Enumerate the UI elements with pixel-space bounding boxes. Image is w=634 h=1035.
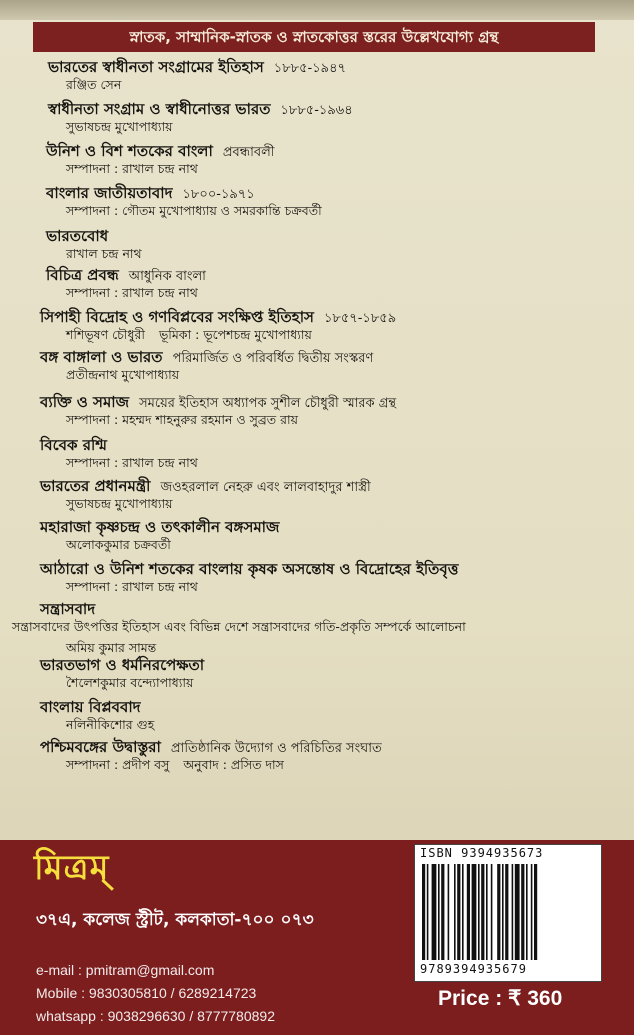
barcode-bar (462, 864, 464, 960)
book-title-note: ১৮৮৫-১৯৬৪ (280, 103, 353, 118)
book-author (66, 119, 172, 139)
cover-top-edge (0, 0, 634, 20)
book-title-text: বঙ্গ বাঙ্গালা ও ভারত (40, 348, 163, 366)
book-author-text: সম্পাদনা : রাখাল চন্দ্র নাথ (66, 161, 198, 176)
book-author (12, 619, 466, 639)
book-title-text: বাংলার জাতীয়তাবাদ (46, 184, 173, 202)
book-author (66, 757, 284, 777)
book-author-text: শৈলেশকুমার বন্দ্যোপাধ্যায় (66, 675, 194, 690)
barcode-bar (454, 864, 456, 960)
book-title-note: আধুনিক বাংলা (128, 269, 206, 284)
book-author (66, 285, 198, 305)
book-title-note: প্রবন্ধাবলী (222, 145, 275, 160)
book-author (66, 496, 172, 516)
book-title-note: প্রাতিষ্ঠানিক উদ্যোগ ও পরিচিতির সংঘাত (170, 741, 382, 756)
barcode-icon (420, 864, 594, 960)
price-tag: Price : ₹ 360 (438, 987, 563, 1010)
book-author (66, 203, 322, 223)
barcode-bar (526, 864, 528, 960)
book-title-text: সিপাহী বিদ্রোহ ও গণবিপ্লবের সংক্ষিপ্ত ইতিহাস (40, 308, 314, 326)
book-title-text: ভারতভাগ ও ধর্মনিরপেক্ষতা (40, 656, 205, 674)
book-author (66, 161, 198, 181)
barcode-bar (457, 864, 460, 960)
book-title-text: উনিশ ও বিশ শতকের বাংলা (46, 142, 213, 160)
contact-whatsapp: whatsapp : 9038296630 / 8777780892 (36, 1008, 275, 1024)
book-title-text: আঠারো ও উনিশ শতকের বাংলায় কৃষক অসন্তোষ ও বিদ্রোহের ইতিবৃত্ত (40, 560, 459, 578)
book-author (66, 77, 121, 97)
barcode-bar (478, 864, 480, 960)
isbn-text: ISBN 9394935673 (420, 846, 544, 860)
book-author (66, 246, 142, 266)
book-author (66, 412, 298, 432)
book-title-text: ভারতের স্বাধীনতা সংগ্রামের ইতিহাস (48, 58, 264, 76)
book-title-text: স্বাধীনতা সংগ্রাম ও স্বাধীনোত্তর ভারত (48, 100, 271, 118)
book-author (66, 537, 171, 557)
book-title-note: ১৮৫৭-১৮৫৯ (323, 311, 397, 326)
book-title-text: ভারতবোধ (46, 227, 109, 245)
barcode-bar (438, 864, 440, 960)
barcode-bar (521, 864, 524, 960)
book-author-text: সম্পাদনা : প্রদীপ বসু (66, 757, 170, 772)
barcode-bar (432, 864, 437, 960)
publisher-name: মিত্রম্ (34, 848, 110, 888)
book-title-text: বাংলায় বিপ্লববাদ (40, 698, 141, 716)
barcode-bar (497, 864, 500, 960)
series-banner: স্নাতক, সাম্মানিক-স্নাতক ও স্নাতকোত্তর স্তরের উল্লেখযোগ্য গ্রন্থ (33, 22, 595, 52)
book-title-note: জওহরলাল নেহরু এবং লালবাহাদুর শাস্ত্রী (160, 480, 371, 495)
book-author-text: অলোককুমার চক্রবর্তী (66, 537, 171, 552)
book-title-note: ১৮৮৫-১৯৪৭ (273, 61, 346, 76)
book-title-text: ভারতের প্রধানমন্ত্রী (40, 477, 151, 495)
book-title-text: পশ্চিমবঙ্গের উদ্বাস্তুরা (40, 738, 161, 756)
book-author (66, 579, 198, 599)
book-title-text: বিবেক রশ্মি (40, 436, 107, 454)
book-author (66, 675, 193, 695)
barcode-bar (512, 864, 514, 960)
book-title-note: পরিমার্জিত ও পরিবর্ধিত দ্বিতীয় সংস্করণ (172, 351, 374, 366)
book-author-text: সুভাষচন্দ্র মুখোপাধ্যায় (66, 496, 173, 511)
book-list (0, 56, 634, 836)
book-title-text: ব্যক্তি ও সমাজ (40, 393, 130, 411)
book-title-note: সময়ের ইতিহাস অধ্যাপক সুশীল চৌধুরী স্মারক গ্রন্থ (139, 396, 397, 411)
book-author-text: রাখাল চন্দ্র নাথ (66, 246, 142, 261)
book-author-text: রঞ্জিত সেন (66, 77, 122, 92)
barcode-bar (481, 864, 484, 960)
book-title-note: ১৮০০-১৯৭১ (182, 187, 255, 202)
book-author-text: সন্ত্রাসবাদের উৎপত্তির ইতিহাস এবং বিভিন্ন দেশে সন্ত্রাসবাদের গতি-প্রকৃতি সম্পর্কে আলোচনা (12, 619, 466, 634)
book-note: ভূমিকা : ভূপেশচন্দ্র মুখোপাধ্যায় (158, 327, 312, 342)
barcode-bar (427, 864, 429, 960)
book-author (66, 717, 154, 737)
book-author-text: নলিনীকিশোর গুহ (66, 717, 155, 732)
book-author-text: সম্পাদনা : রাখাল চন্দ্র নাথ (66, 579, 198, 594)
barcode-bar (505, 864, 508, 960)
barcode-bar (422, 864, 425, 960)
book-author-text: সম্পাদনা : গৌতম মুখোপাধ্যায় ও সমরকান্তি চক্রবর্তী (66, 203, 322, 218)
book-author (66, 455, 198, 475)
barcode-bar (534, 864, 537, 960)
book-author-text: সুভাষচন্দ্র মুখোপাধ্যায় (66, 119, 173, 134)
book-author (66, 327, 312, 347)
book-author-text: সম্পাদনা : রাখাল চন্দ্র নাথ (66, 285, 198, 300)
barcode-bar (486, 864, 488, 960)
barcode-bar (502, 864, 504, 960)
book-title-text: সন্ত্রাসবাদ (40, 600, 96, 618)
barcode-number: 9789394935679 (420, 962, 527, 976)
book-author-text: শশিভূষণ চৌধুরী (66, 327, 145, 342)
barcode-bar (441, 864, 444, 960)
publisher-address: ৩৭এ, কলেজ স্ট্রীট, কলকাতা-৭০০ ০৭৩ (36, 910, 314, 930)
barcode-bar (467, 864, 470, 960)
book-title-text: বিচিত্র প্রবন্ধ (46, 266, 119, 284)
book-author: অমিয় কুমার সামন্ত (66, 640, 157, 655)
barcode-bar (491, 864, 493, 960)
contact-email: e-mail : pmitram@gmail.com (36, 962, 215, 978)
barcode-bar (448, 864, 450, 960)
book-title-text: মহারাজা কৃষ্ণচন্দ্র ও তৎকালীন বঙ্গসমাজ (40, 518, 280, 536)
book-author-text: সম্পাদনা : মহম্মদ শাহনুরুর রহমান ও সুব্রত রায় (66, 412, 298, 427)
book-author-text: প্রতীন্দ্রনাথ মুখোপাধ্যায় (66, 367, 180, 382)
book-note: অনুবাদ : প্রসিত দাস (183, 757, 284, 772)
barcode-bar (515, 864, 520, 960)
barcode-bar (531, 864, 533, 960)
book-author (66, 367, 179, 387)
contact-mobile: Mobile : 9830305810 / 6289214723 (36, 985, 257, 1001)
barcode-bar (472, 864, 477, 960)
book-author-text: সম্পাদনা : রাখাল চন্দ্র নাথ (66, 455, 198, 470)
